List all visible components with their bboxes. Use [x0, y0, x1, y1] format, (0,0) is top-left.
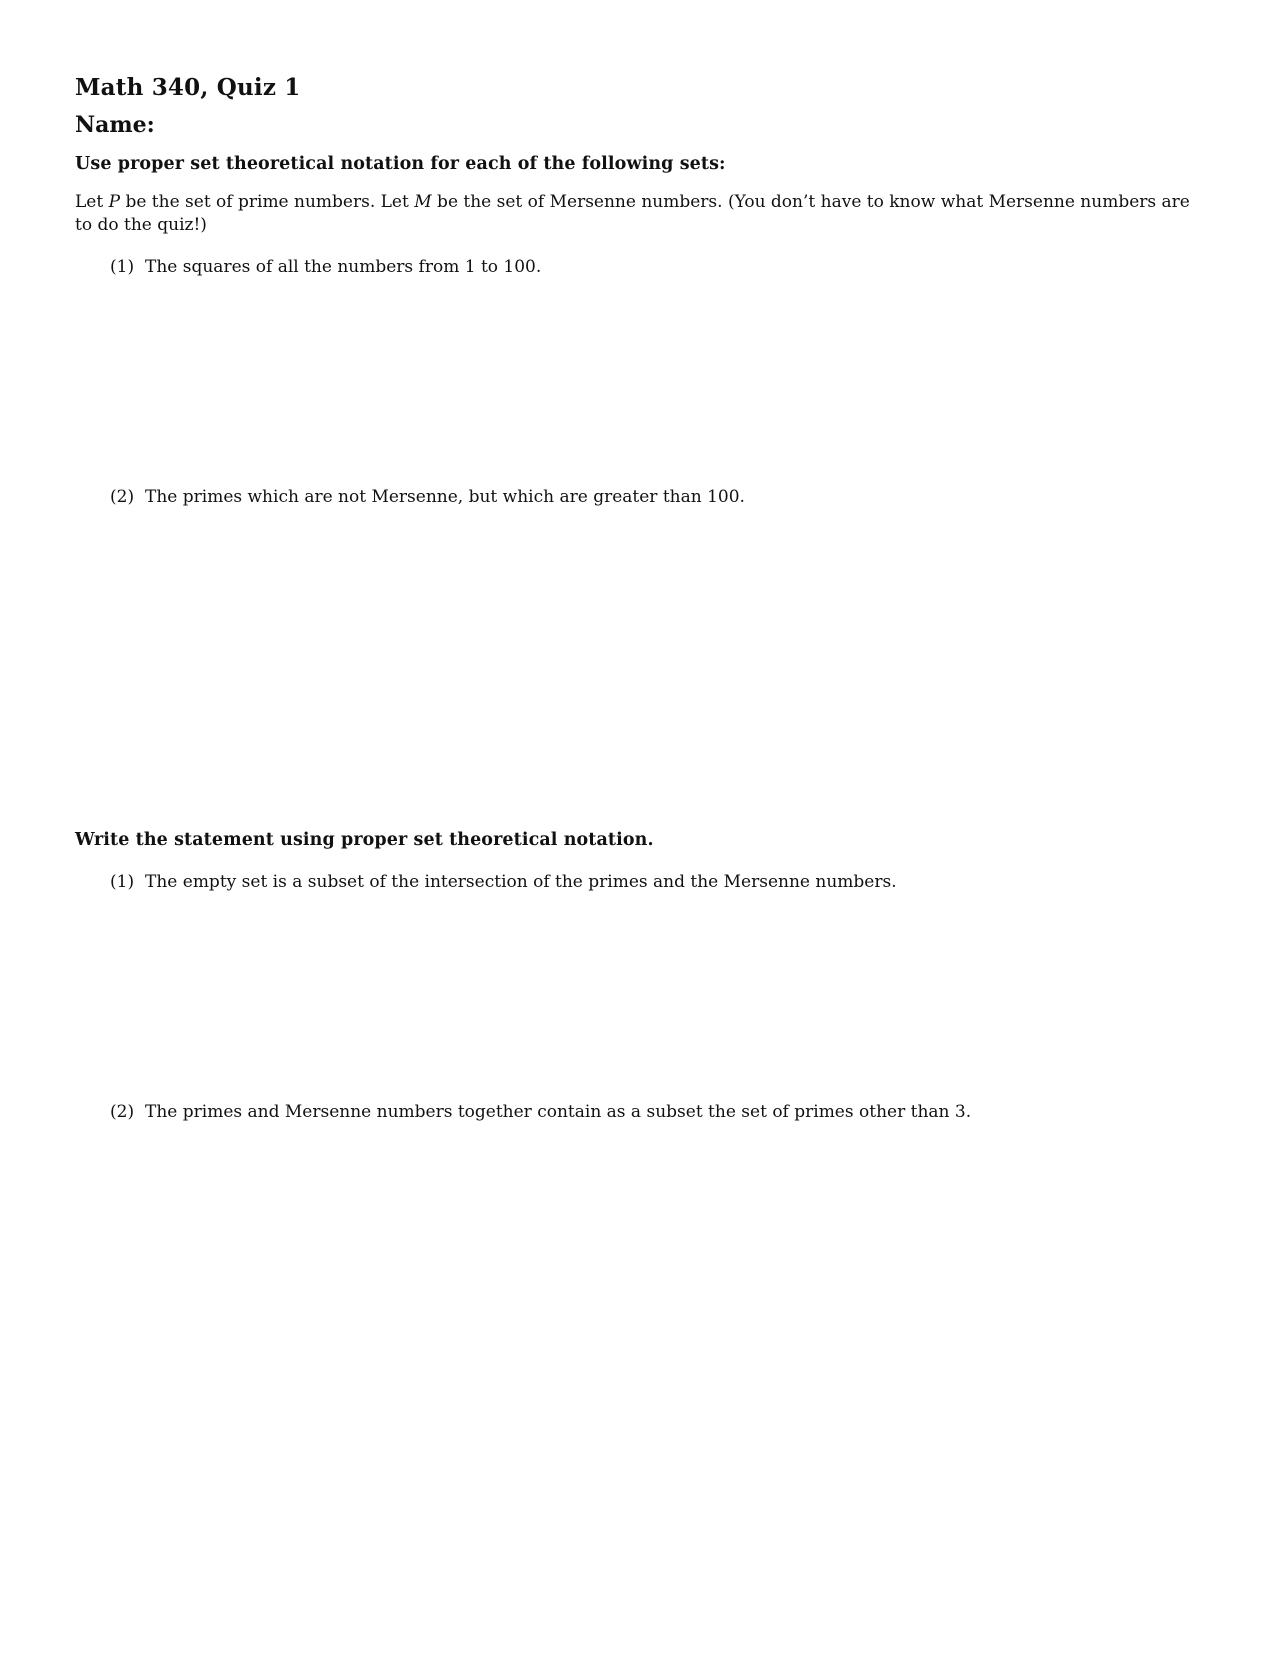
item-number: (2)	[110, 1102, 135, 1122]
intro-text-2: be the set of prime numbers. Let	[120, 192, 415, 212]
item-number: (1)	[110, 872, 135, 892]
item-number: (1)	[110, 257, 135, 277]
section-1-item-1	[110, 257, 541, 277]
section-2-item-1	[110, 872, 897, 892]
section-2-item-2	[110, 1102, 971, 1122]
page-title: Math 340, Quiz 1	[75, 74, 301, 101]
item-text: The squares of all the numbers from 1 to 100.	[145, 257, 542, 277]
item-text: The primes and Mersenne numbers together contain as a subset the set of primes other than 3.	[145, 1102, 972, 1122]
intro-text-1: Let	[75, 192, 109, 212]
intro-text-3: be the set of Mersenne numbers. (You don’t have to know what Mersenne numbers are to do the quiz!)	[75, 192, 1190, 235]
item-text: The primes which are not Mersenne, but which are greater than 100.	[145, 487, 745, 507]
variable-p: P	[108, 192, 121, 212]
variable-m: M	[414, 192, 432, 212]
intro-paragraph	[75, 191, 1205, 237]
section-2-heading: Write the statement using proper set theoretical notation.	[75, 830, 654, 850]
item-number: (2)	[110, 487, 135, 507]
name-label: Name:	[75, 112, 155, 138]
section-1-heading: Use proper set theoretical notation for each of the following sets:	[75, 154, 726, 174]
section-1-item-2	[110, 487, 745, 507]
item-text: The empty set is a subset of the intersection of the primes and the Mersenne numbers.	[145, 872, 897, 892]
